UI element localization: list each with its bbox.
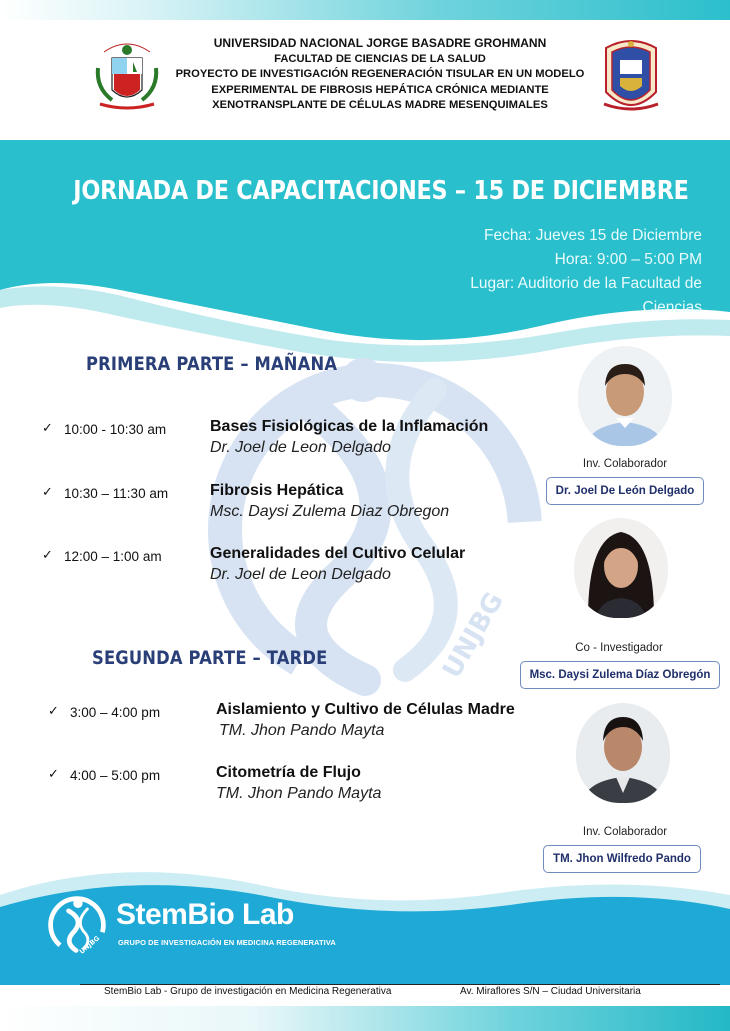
logo-tag: UNJBG (77, 934, 102, 956)
schedule-item (42, 482, 562, 530)
item-topic: Fibrosis Hepática (210, 482, 344, 499)
peru-coat-of-arms-icon (92, 38, 162, 118)
item-time: 10:30 – 11:30 am (64, 486, 169, 501)
project-line-2: EXPERIMENTAL DE FIBROSIS HEPÁTICA CRÓNICA MEDIANTE (211, 83, 549, 96)
schedule-item (48, 701, 568, 749)
item-speaker: Dr. Joel de Leon Delgado (210, 439, 391, 456)
event-place-line-1: Lugar: Auditorio de la Facultad de (470, 275, 702, 292)
person-role: Inv. Colaborador (582, 458, 668, 470)
footer-address: Av. Miraflores S/N – Ciudad Universitaria (460, 986, 641, 997)
person-role: Inv. Colaborador (582, 826, 668, 838)
item-topic: Generalidades del Cultivo Celular (210, 545, 466, 562)
schedule-item (42, 545, 562, 593)
afternoon-section-title: SEGUNDA PARTE – TARDE (92, 647, 328, 669)
morning-section-title: PRIMERA PARTE – MAÑANA (86, 353, 338, 375)
schedule-item (48, 764, 568, 812)
check-icon: ✓ (42, 484, 53, 499)
stembio-brand (44, 892, 344, 962)
schedule-item (42, 418, 562, 466)
stembio-logo-icon (44, 892, 110, 958)
footer-left-text: StemBio Lab - Grupo de investigación en Medicina Regenerativa (104, 986, 392, 997)
item-time: 4:00 – 5:00 pm (70, 768, 161, 783)
item-speaker: TM. Jhon Pando Mayta (219, 722, 385, 739)
check-icon: ✓ (48, 766, 59, 781)
speaker-photo (578, 346, 672, 446)
speaker-photo (576, 703, 670, 803)
check-icon: ✓ (42, 420, 53, 435)
item-speaker: Msc. Daysi Zulema Diaz Obregon (210, 503, 450, 520)
brand-subtitle: GRUPO DE INVESTIGACIÓN EN MEDICINA REGENERATIVA (118, 938, 336, 947)
item-topic: Bases Fisiológicas de la Inflamación (210, 418, 489, 435)
item-time: 10:00 - 10:30 am (64, 422, 167, 437)
event-title: JORNADA DE CAPACITACIONES – 15 DE DICIEMBRE (73, 176, 689, 206)
watermark-text: UNJBG (437, 587, 510, 684)
item-speaker: TM. Jhon Pando Mayta (216, 785, 382, 802)
top-gradient-stripe (0, 0, 730, 20)
university-name: UNIVERSIDAD NACIONAL JORGE BASADRE GROHMANN (213, 36, 547, 50)
faculty-name: FACULTAD DE CIENCIAS DE LA SALUD (274, 52, 486, 65)
check-icon: ✓ (48, 703, 59, 718)
footer-divider (80, 984, 720, 985)
item-topic: Citometría de Flujo (216, 764, 361, 781)
item-topic: Aislamiento y Cultivo de Células Madre (216, 701, 515, 718)
person-name-box: TM. Jhon Wilfredo Pando (543, 845, 701, 873)
person-role: Co - Investigador (575, 642, 663, 654)
event-time: Hora: 9:00 – 5:00 PM (554, 251, 702, 268)
speaker-photo (574, 518, 668, 618)
bottom-gradient-stripe (0, 1006, 730, 1031)
project-line-3: XENOTRANSPLANTE DE CÉLULAS MADRE MESENQUIMALES (212, 99, 548, 112)
item-time: 3:00 – 4:00 pm (70, 705, 161, 720)
event-place-line-2: Ciencias (642, 299, 702, 316)
person-name-box: Msc. Daysi Zulema Díaz Obregón (520, 661, 720, 689)
item-speaker: Dr. Joel de Leon Delgado (210, 566, 391, 583)
project-line-1: PROYECTO DE INVESTIGACIÓN REGENERACIÓN TISULAR EN UN MODELO (175, 68, 585, 81)
check-icon: ✓ (42, 547, 53, 562)
person-name-box: Dr. Joel De León Delgado (546, 477, 704, 505)
header-text (170, 36, 590, 114)
item-time: 12:00 – 1:00 am (64, 549, 162, 564)
header (0, 20, 730, 138)
event-info (470, 224, 702, 320)
event-date: Fecha: Jueves 15 de Diciembre (484, 227, 702, 244)
university-seal-icon (600, 34, 662, 118)
brand-name: StemBio Lab (116, 898, 294, 931)
